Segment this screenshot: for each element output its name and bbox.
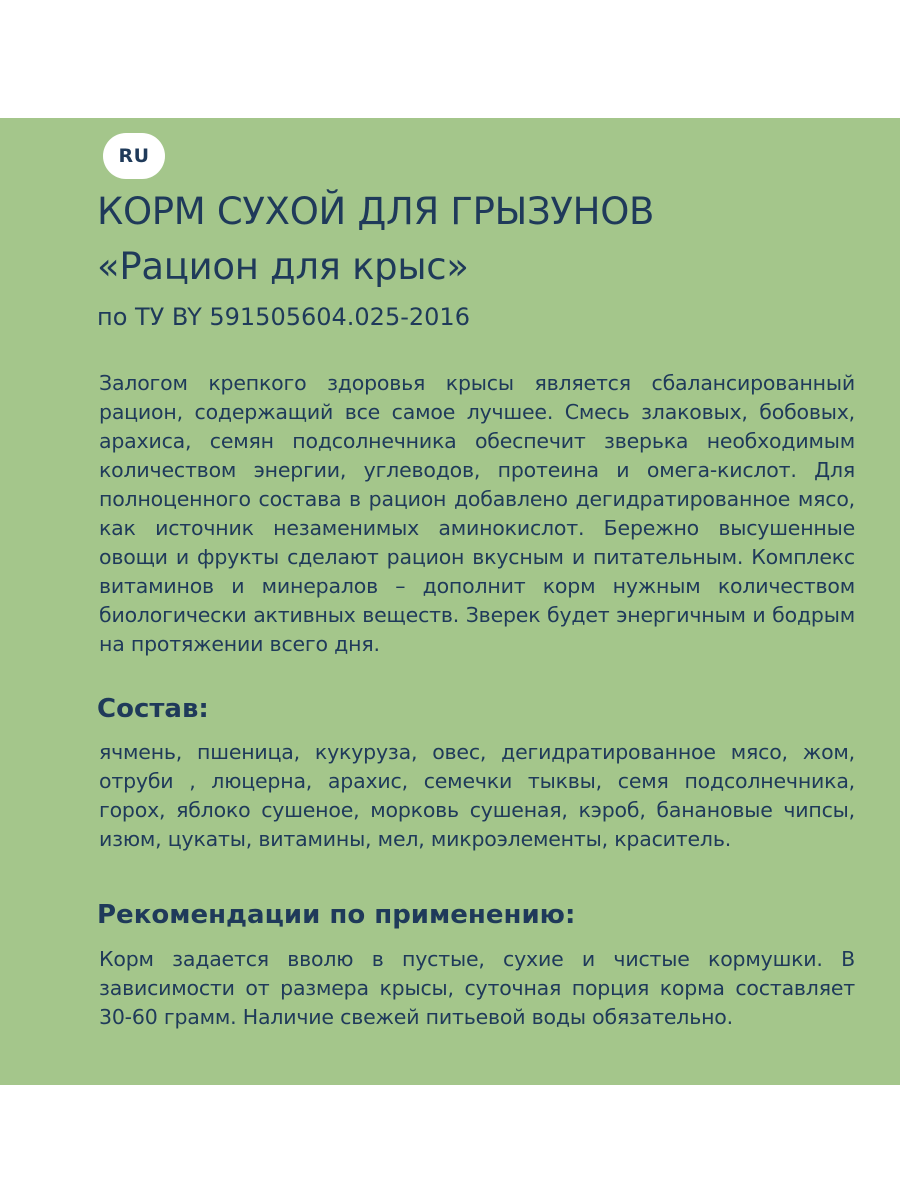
product-title-line1: КОРМ СУХОЙ ДЛЯ ГРЫЗУНОВ xyxy=(97,190,655,233)
composition-text: ячмень, пшеница, кукуруза, овес, дегидратированное мясо, жом, отруби , люцерна, арахис, семечки тыквы, семя подсолнечника, горох, яблоко сушеное, морковь сушеная, кэроб, банановые чипсы, изюм, цукаты, витамины, мел, микроэлементы, краситель. xyxy=(99,740,855,851)
technical-standard: по ТУ BY 591505604.025-2016 xyxy=(97,303,470,331)
product-description: Залогом крепкого здоровья крысы является сбалансированный рацион, содержащий все самое лучшее. Смесь злаковых, бобовых, арахиса, семян подсолнечника обеспечит зверька необходимым количеством энергии, углеводов, протеина и омега-кислот. Для полноценного состава в рацион добавлено дегидратированное мясо, как источник незаменимых аминокислот. Бережно высушенные овощи и фрукты сделают рацион вкусным и питательным. Комплекс витаминов и минералов – дополнит корм нужным количеством биологически активных веществ. Зверек будет энергичным и бодрым на протяжении всего дня. xyxy=(99,371,855,656)
product-title-line2: «Рацион для крыс» xyxy=(97,245,469,288)
language-badge: RU xyxy=(103,133,165,179)
composition-heading: Состав: xyxy=(97,694,209,724)
usage-heading: Рекомендации по применению: xyxy=(97,900,576,930)
usage-text: Корм задается вволю в пустые, сухие и чистые кормушки. В зависимости от размера крысы, суточная порция корма составляет 30-60 грамм. Наличие свежей питьевой воды обязательно. xyxy=(99,947,855,1029)
